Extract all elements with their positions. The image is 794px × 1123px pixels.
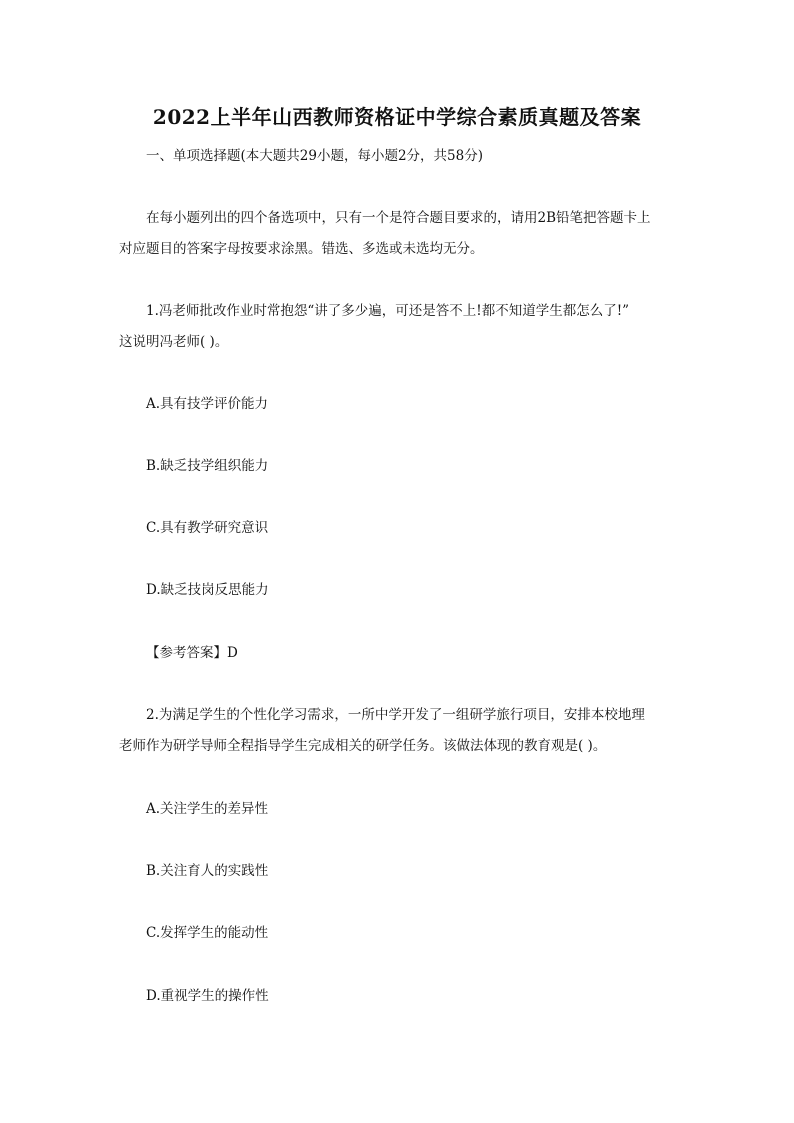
question-1-stem-line-1: 1.冯老师批改作业时常抱怨“讲了多少遍，可还是答不上!都不知道学生都怎么了!” xyxy=(146,303,630,319)
question-2-stem-line-2: 老师作为研学导师全程指导学生完成相关的研学任务。该做法体现的教育观是( )。 xyxy=(119,738,607,754)
instructions-line-2: 对应题目的答案字母按要求涂黑。错选、多选或未选均无分。 xyxy=(119,241,484,257)
instructions-line-1: 在每小题列出的四个备选项中，只有一个是符合题目要求的，请用2B铅笔把答题卡上 xyxy=(146,210,651,226)
question-2-stem-line-1: 2.为满足学生的个性化学习需求，一所中学开发了一组研学旅行项目，安排本校地理 xyxy=(146,707,645,723)
question-1-option-d: D.缺乏技岗反思能力 xyxy=(146,582,269,598)
question-2-option-d: D.重视学生的操作性 xyxy=(146,988,269,1004)
section-heading: 一、单项选择题(本大题共29小题，每小题2分，共58分) xyxy=(146,148,483,164)
question-1-option-c: C.具有教学研究意识 xyxy=(146,520,269,536)
question-2-option-a: A.关注学生的差异性 xyxy=(146,801,269,817)
question-1-option-a: A.具有技学评价能力 xyxy=(146,396,269,412)
question-1-option-b: B.缺乏技学组织能力 xyxy=(146,458,269,474)
question-1-stem-line-2: 这说明冯老师( )。 xyxy=(119,334,229,350)
question-1-answer: 【参考答案】D xyxy=(146,645,238,661)
question-2-option-b: B.关注育人的实践性 xyxy=(146,863,269,879)
question-2-option-c: C.发挥学生的能动性 xyxy=(146,925,269,941)
document-title: 2022上半年山西教师资格证中学综合素质真题及答案 xyxy=(152,105,642,129)
